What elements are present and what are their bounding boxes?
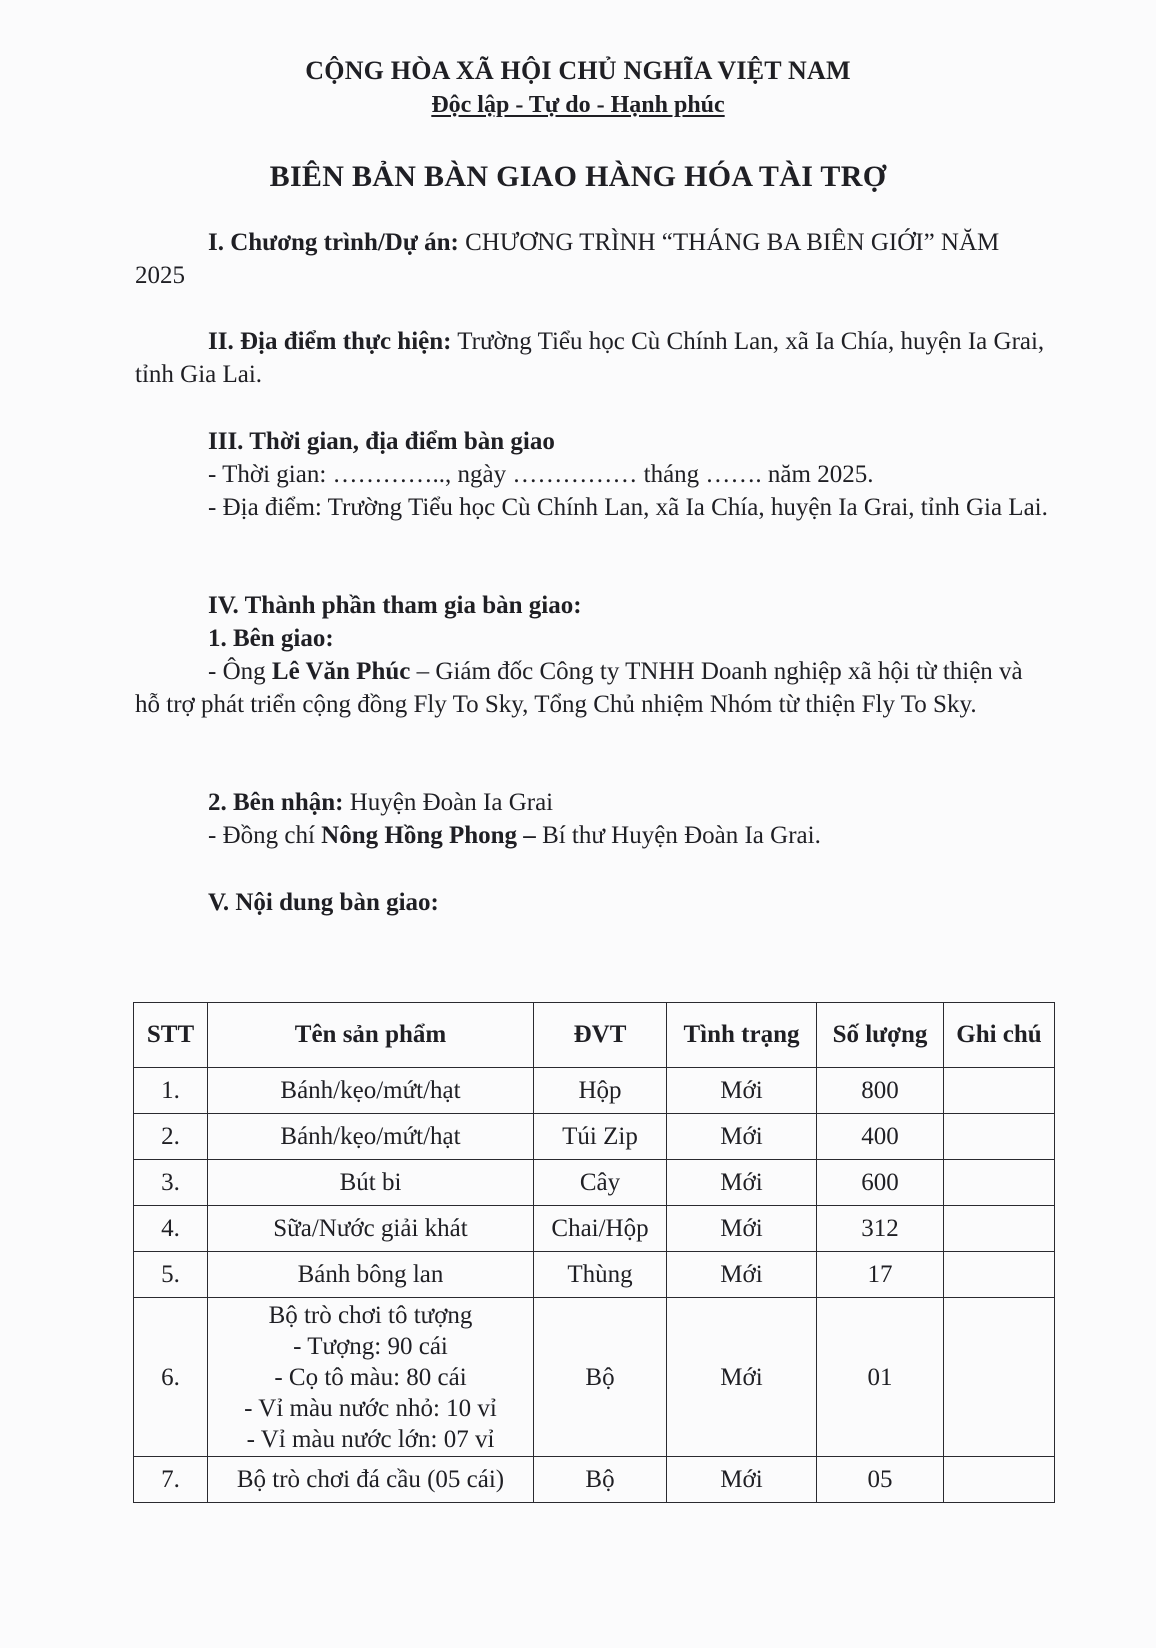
cell-name	[208, 1298, 534, 1457]
handover-place: - Địa điểm: Trường Tiểu học Cù Chính Lan, xã Ia Chía, huyện Ia Grai, tỉnh Gia Lai.	[208, 494, 1048, 521]
cell-status: Mới	[667, 1114, 817, 1160]
item-detail: - Tượng: 90 cái	[293, 1332, 448, 1360]
table-row	[134, 1068, 1055, 1114]
cell-unit: Thùng	[534, 1252, 667, 1298]
cell-status: Mới	[667, 1160, 817, 1206]
section-label: IV. Thành phần tham gia bàn giao:	[208, 592, 582, 619]
cell-status: Mới	[667, 1252, 817, 1298]
receiver-info: - Đồng chí Nông Hồng Phong – Bí thư Huyện Đoàn Ia Grai.	[208, 822, 821, 849]
table-row	[134, 1114, 1055, 1160]
cell-qty: 600	[817, 1160, 944, 1206]
section-label: V. Nội dung bàn giao:	[208, 889, 439, 916]
cell-qty: 400	[817, 1114, 944, 1160]
items-table	[133, 1002, 1055, 1503]
table-row	[134, 1160, 1055, 1206]
col-header-status: Tình trạng	[667, 1003, 817, 1068]
cell-status: Mới	[667, 1457, 817, 1503]
cell-qty: 17	[817, 1252, 944, 1298]
col-header-name: Tên sản phẩm	[208, 1003, 534, 1068]
cell-unit: Bộ	[534, 1457, 667, 1503]
section-label: II. Địa điểm thực hiện:	[208, 328, 452, 355]
cell-unit: Hộp	[534, 1068, 667, 1114]
section-participants	[135, 589, 1050, 721]
cell-name: Bánh bông lan	[208, 1252, 534, 1298]
giver-label: 1. Bên giao:	[208, 625, 334, 652]
section-label: I. Chương trình/Dự án:	[208, 229, 459, 256]
col-header-unit: ĐVT	[534, 1003, 667, 1068]
cell-unit: Túi Zip	[534, 1114, 667, 1160]
cell-unit: Chai/Hộp	[534, 1206, 667, 1252]
section-program	[135, 226, 1050, 292]
table-row	[134, 1298, 1055, 1457]
cell-note	[944, 1160, 1055, 1206]
section-contents	[135, 886, 1050, 919]
giver-name: Lê Văn Phúc	[271, 658, 411, 685]
cell-status: Mới	[667, 1206, 817, 1252]
cell-stt: 2.	[134, 1114, 208, 1160]
col-header-qty: Số lượng	[817, 1003, 944, 1068]
cell-note	[944, 1252, 1055, 1298]
cell-name: Bộ trò chơi đá cầu (05 cái)	[208, 1457, 534, 1503]
national-motto: Độc lập - Tự do - Hạnh phúc	[431, 92, 725, 118]
document-title: BIÊN BẢN BÀN GIAO HÀNG HÓA TÀI TRỢ	[269, 160, 887, 193]
col-header-note: Ghi chú	[944, 1003, 1055, 1068]
section-time-place	[135, 425, 1050, 524]
section-label: III. Thời gian, địa điểm bàn giao	[208, 428, 555, 455]
cell-unit: Cây	[534, 1160, 667, 1206]
item-detail: - Vỉ màu nước lớn: 07 vỉ	[246, 1425, 495, 1453]
national-title: CỘNG HÒA XÃ HỘI CHỦ NGHĨA VIỆT NAM	[305, 56, 851, 85]
cell-stt: 4.	[134, 1206, 208, 1252]
cell-qty: 05	[817, 1457, 944, 1503]
cell-stt: 7.	[134, 1457, 208, 1503]
table-row	[134, 1457, 1055, 1503]
cell-note	[944, 1457, 1055, 1503]
giver-info: - Ông Lê Văn Phúc – Giám đốc Công ty TNHH Doanh nghiệp xã hội từ thiện và hỗ trợ phát triển cộng đồng Fly To Sky, Tổng Chủ nhiệm Nhóm từ thiện Fly To Sky.	[135, 658, 1023, 718]
cell-note	[944, 1114, 1055, 1160]
col-header-stt: STT	[134, 1003, 208, 1068]
cell-stt: 3.	[134, 1160, 208, 1206]
table-row	[134, 1252, 1055, 1298]
cell-unit: Bộ	[534, 1298, 667, 1457]
section-location	[135, 325, 1050, 391]
cell-qty: 01	[817, 1298, 944, 1457]
cell-qty: 800	[817, 1068, 944, 1114]
cell-qty: 312	[817, 1206, 944, 1252]
receiver-org: Huyện Đoàn Ia Grai	[343, 789, 554, 816]
cell-stt: 1.	[134, 1068, 208, 1114]
cell-stt: 5.	[134, 1252, 208, 1298]
program-name: CHƯƠNG TRÌNH “THÁNG BA BIÊN GIỚI” NĂM 2025	[135, 229, 1000, 289]
cell-name: Bánh/kẹo/mứt/hạt	[208, 1068, 534, 1114]
item-detail: - Vỉ màu nước nhỏ: 10 vỉ	[244, 1394, 497, 1422]
handover-time: - Thời gian: ………….., ngày …………… tháng ……. năm 2025.	[208, 461, 874, 488]
cell-note	[944, 1206, 1055, 1252]
table-row	[134, 1206, 1055, 1252]
cell-name: Sữa/Nước giải khát	[208, 1206, 534, 1252]
cell-name: Bút bi	[208, 1160, 534, 1206]
receiver-name: Nông Hồng Phong –	[321, 822, 536, 849]
cell-status: Mới	[667, 1068, 817, 1114]
cell-name: Bánh/kẹo/mứt/hạt	[208, 1114, 534, 1160]
table-header-row	[134, 1003, 1055, 1068]
section-receiver	[135, 786, 1050, 852]
location-text: Trường Tiểu học Cù Chính Lan, xã Ia Chía, huyện Ia Grai, tỉnh Gia Lai.	[135, 328, 1045, 388]
item-name: Bộ trò chơi tô tượng	[268, 1301, 473, 1329]
cell-status: Mới	[667, 1298, 817, 1457]
cell-note	[944, 1068, 1055, 1114]
cell-stt: 6.	[134, 1298, 208, 1457]
cell-note	[944, 1298, 1055, 1457]
receiver-label: 2. Bên nhận:	[208, 789, 344, 816]
item-detail: - Cọ tô màu: 80 cái	[274, 1363, 467, 1391]
